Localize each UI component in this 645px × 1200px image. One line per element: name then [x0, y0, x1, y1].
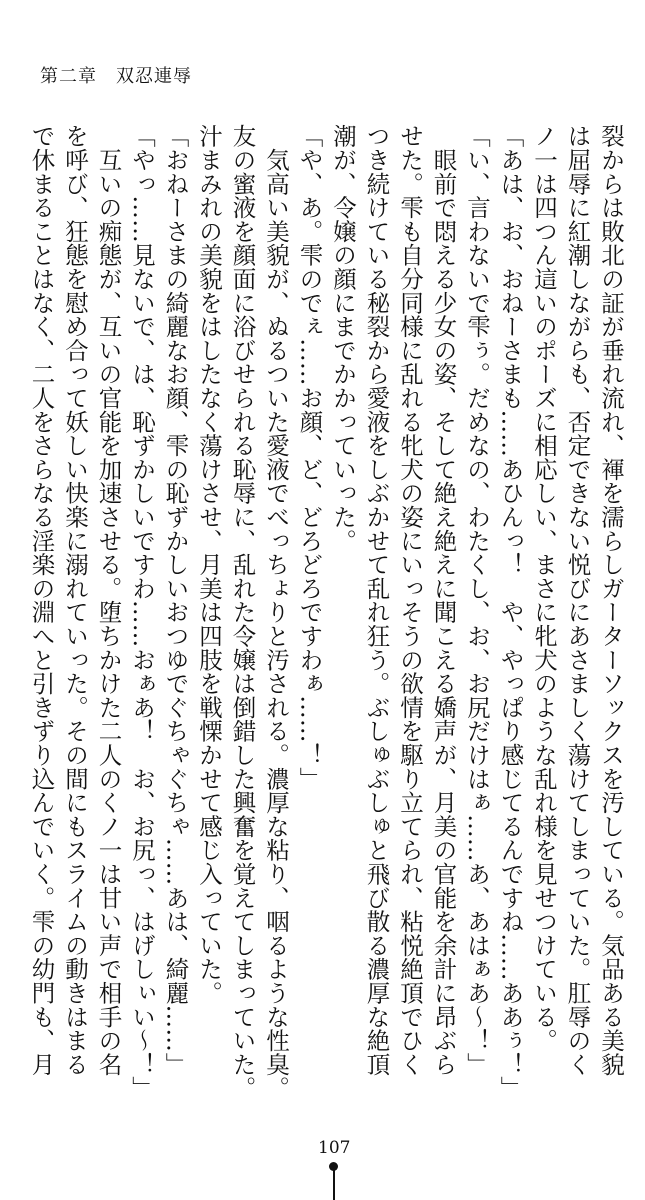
text-column: 眼前で悶える少女の姿、そして絶え絶えに聞こえる嬌声が、月美の官能を余計に昂ぶら: [429, 124, 458, 1076]
text-column: を呼び、狂態を慰め合って妖しい快楽に溺れていった。その間にもスライムの動きはまる: [61, 124, 89, 1076]
text-column: で休まることはなく、二人をさらなる淫楽の淵へと引きずり込んでいく。雫の幼門も、月: [27, 124, 56, 1076]
chapter-title: 双忍連辱: [116, 66, 192, 87]
text-column: 「や、あ。雫のでぇ……お顔、ど、どろどろですわぁ……！」: [295, 124, 324, 791]
text-column: 「おねーさまの綺麗なお顔、雫の恥ずかしいおつゆでぐちゃぐちゃ……あは、綺麗……」: [161, 124, 190, 1076]
text-column: 裂からは敗北の証が垂れ流れ、褌を濡らしガーターソックスを汚している。気品ある美貌: [597, 124, 625, 1076]
text-column: 「やっ……見ないで、は、恥ずかしいですわ……おぁあ！ お、お尻っ、はげしぃい～！」: [128, 124, 156, 1100]
text-column: せた。雫も自分同様に乱れる牝犬の姿にいっそうの欲情を駆り立てられ、粘悦絶頂でひく: [396, 124, 424, 1076]
text-column: 「あは、お、おねーさまも……あひんっ！ や、やっぱり感じてるんですね……ああぅ！」: [496, 124, 525, 1100]
running-header: [40, 62, 192, 88]
text-column: ノ一は四つん這いのポーズに相応しい、まさに牝犬のような乱れ様を見せつけている。: [530, 124, 558, 1053]
text-column: 互いの痴態が、互いの官能を加速させる。堕ちかけた二人のくノ一は甘い声で相手の名: [94, 124, 123, 1076]
text-column: つき続けている秘裂から愛液をしぶかせて乱れ狂う。ぶしゅぶしゅと飛び散る濃厚な絶頂: [362, 124, 391, 1076]
text-column: は屈辱に紅潮しながらも、否定できない悦びにあさましく蕩けてしまっていた。肛辱のく: [563, 124, 592, 1076]
text-column: 「い、言わないで雫ぅ。だめなの、わたくし、お、お尻だけはぁ……あ、あはぁあ～！」: [463, 124, 491, 1076]
folio-line-ornament: [333, 1170, 335, 1200]
text-column: 気高い美貌が、ぬるついた愛液でべっちょりと汚される。濃厚な粘り、咽るような性臭。: [262, 124, 290, 1100]
page-number: 107: [318, 1138, 351, 1158]
text-column: 潮が、令嬢の顔にまでかかっていった。: [329, 124, 357, 553]
text-column: 汁まみれの美貌をはしたなく蕩けさせ、月美は四肢を戦慄かせて感じ入っていた。: [195, 124, 223, 1005]
text-column: 友の蜜液を顔面に浴びせられる恥辱に、乱れた令嬢は倒錯した興奮を覚えてしまっていた。: [228, 124, 257, 1100]
body-text: [24, 124, 627, 1100]
chapter-number: 第二章: [40, 66, 97, 87]
